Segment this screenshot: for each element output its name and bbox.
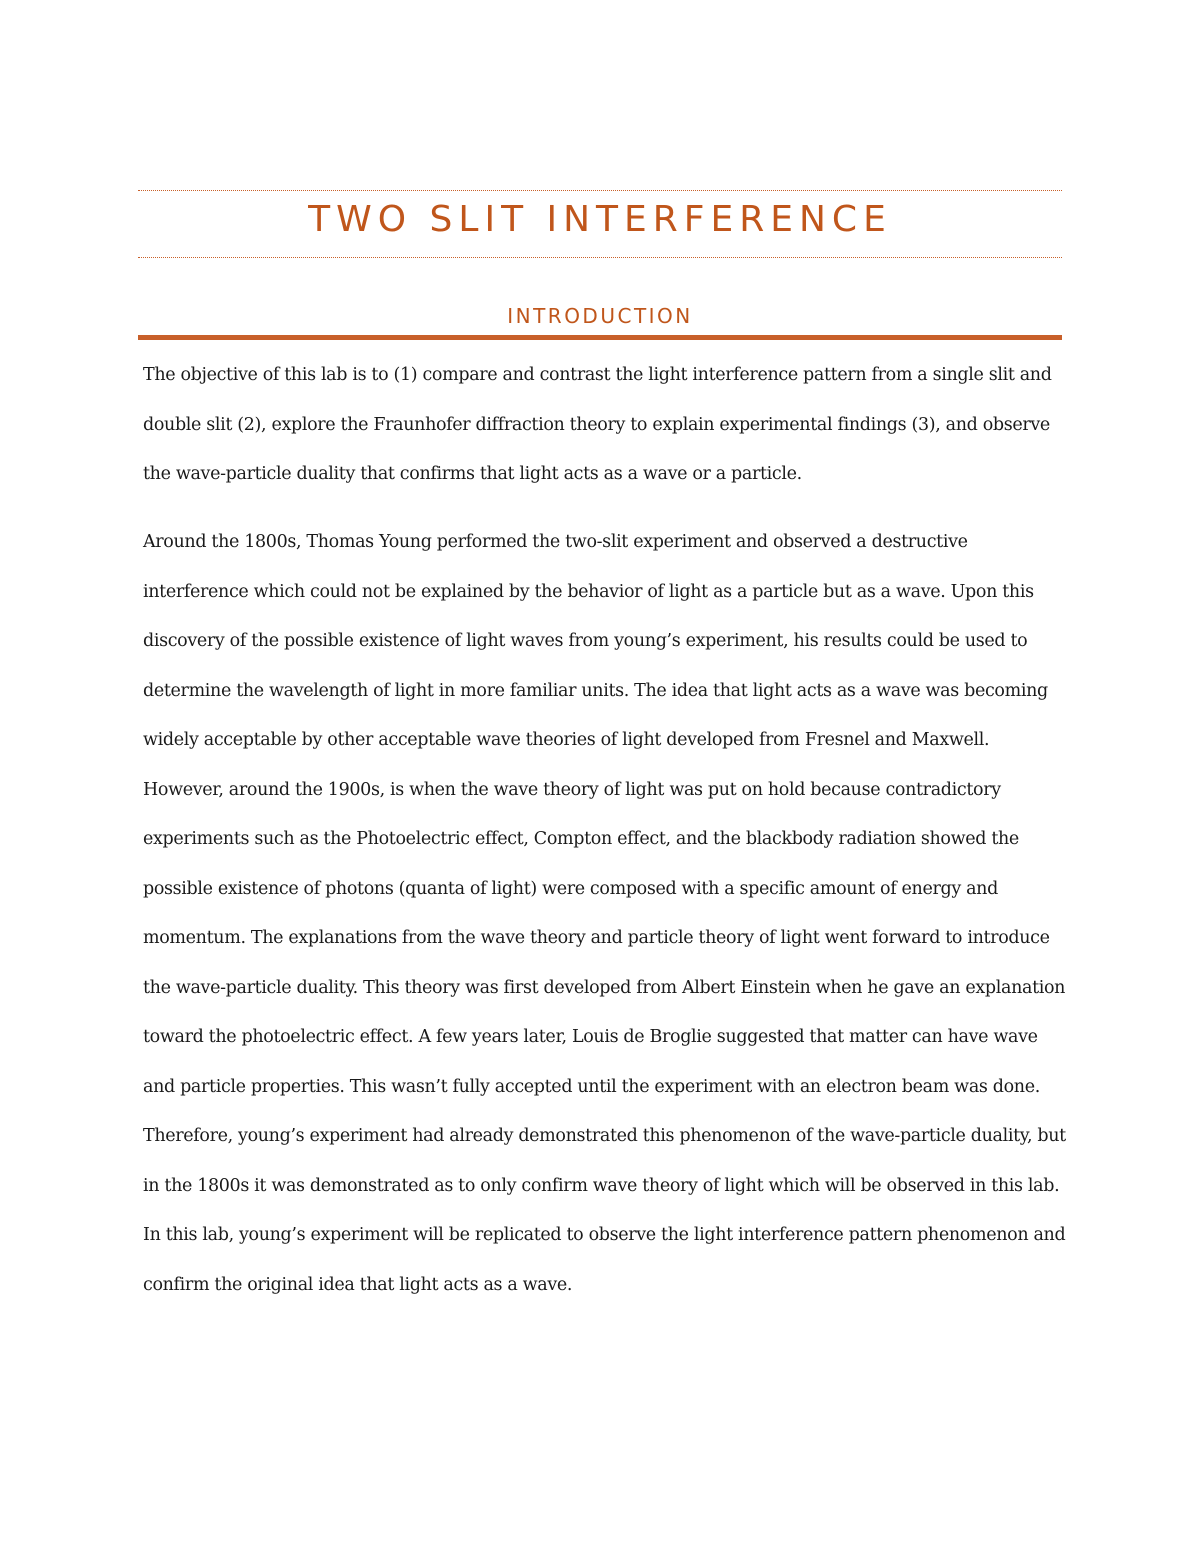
section-heading-rule <box>138 335 1062 340</box>
paragraph-objective: The objective of this lab is to (1) compare and contrast the light interference pattern from a single slit and double slit (2), explore the Fraunhofer diffraction theory to explain experimental findings (3), and observe the wave-particle duality that confirms that light acts as a wave or a particle. <box>143 365 1052 484</box>
paragraph-background: Around the 1800s, Thomas Young performed the two-slit experiment and observed a destructive interference which could not be explained by the behavior of light as a particle but as a wave. Upon this discovery of the possible existence of light waves from young’s experiment, his results could be used to determine the wavelength of light in more familiar units. The idea that light acts as a wave was becoming widely acceptable by other acceptable wave theories of light developed from Fresnel and Maxwell. However, around the 1900s, is when the wave theory of light was put on hold because contradictory experiments such as the Photoelectric effect, Compton effect, and the blackbody radiation showed the possible existence of photons (quanta of light) were composed with a specific amount of energy and momentum. The explanations from the wave theory and particle theory of light went forward to introduce the wave-particle duality. This theory was first developed from Albert Einstein when he gave an explanation toward the photoelectric effect. A few years later, Louis de Broglie suggested that matter can have wave and particle properties. This wasn’t fully accepted until the experiment with an electron beam was done. Therefore, young’s experiment had already demonstrated this phenomenon of the wave-particle duality, but in the 1800s it was demonstrated as to only confirm wave theory of light which will be observed in this lab. In this lab, young’s experiment will be replicated to observe the light interference pattern phenomenon and confirm the original idea that light acts as a wave. <box>143 532 1066 1295</box>
section-heading-introduction: INTRODUCTION <box>507 304 693 328</box>
document-title: TWO SLIT INTERFERENCE <box>308 199 892 240</box>
title-bottom-rule <box>138 257 1062 258</box>
title-top-rule <box>138 190 1062 191</box>
